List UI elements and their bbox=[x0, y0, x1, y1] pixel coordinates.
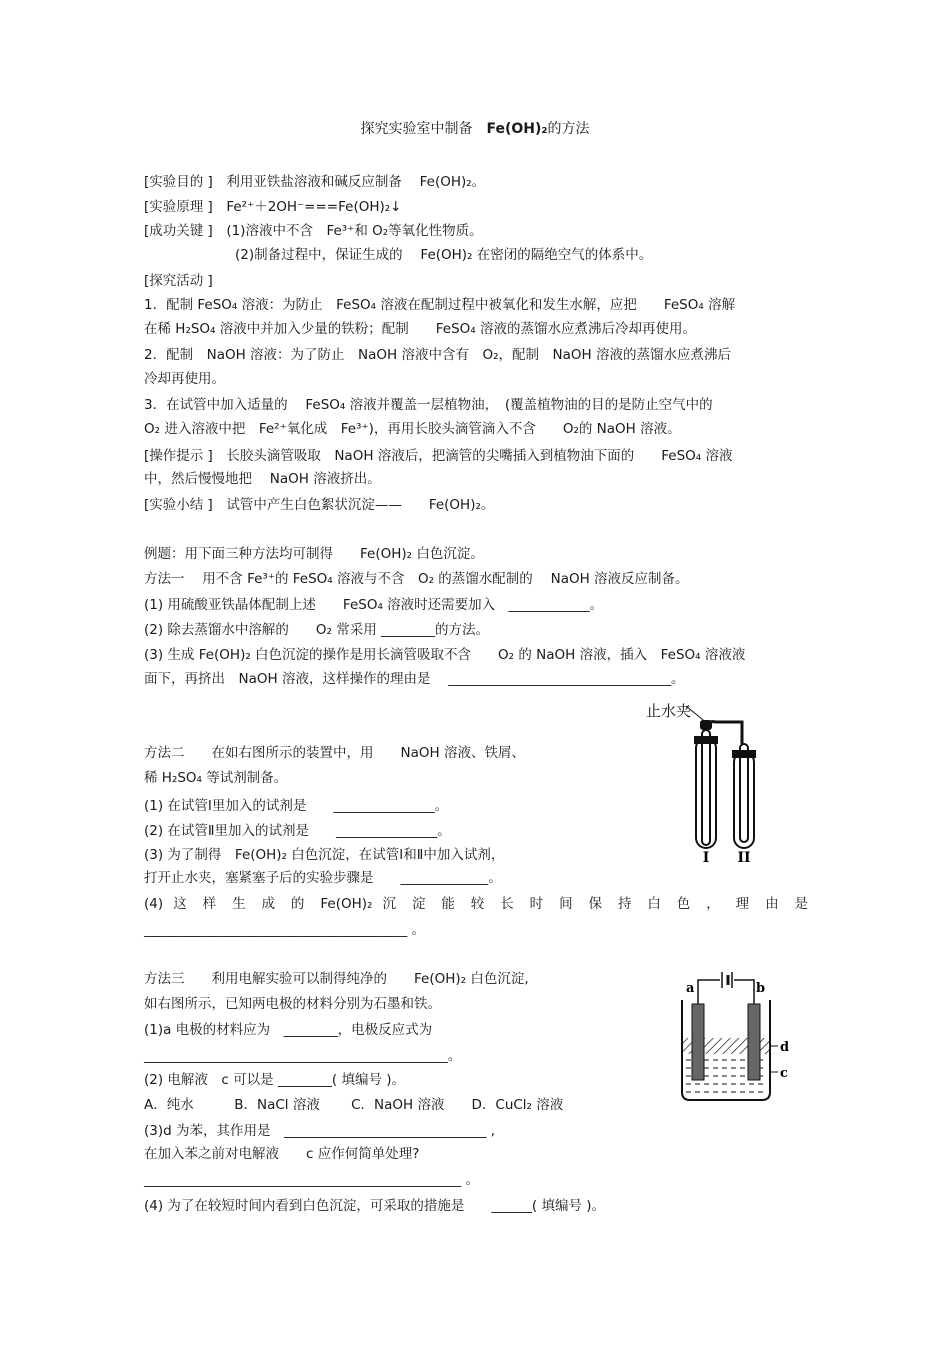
electrolysis-beaker-figure bbox=[672, 960, 802, 1110]
activity-2-line-2: 冷却再使用。 bbox=[144, 371, 225, 387]
activity-1-line-1: 1．配制 FeSO₄ 溶液：为防止 FeSO₄ 溶液在配制过程中被氧化和发生水解，应把 FeSO₄ 溶解 bbox=[144, 297, 736, 313]
activity-heading: [探究活动 ] bbox=[144, 273, 213, 289]
experiment-purpose: [实验目的 ] 利用亚铁盐溶液和碱反应制备 Fe(OH)₂。 bbox=[144, 174, 486, 190]
method-1-q3-line-2: 面下，再挤出 NaOH 溶液，这样操作的理由是 _________________________________。 bbox=[144, 671, 685, 687]
success-key-1: [成功关键 ] (1)溶液中不含 Fe³⁺和 O₂等氧化性物质。 bbox=[144, 223, 483, 239]
layer-d-label: d bbox=[780, 1040, 790, 1055]
tube-2-label: II bbox=[737, 850, 751, 866]
method-3-q1-line-1: (1)a 电极的材料应为 ________，电极反应式为 bbox=[144, 1022, 433, 1038]
water-clamp bbox=[700, 720, 712, 730]
electrode-a bbox=[692, 1004, 704, 1080]
method-1-q3-line-1: (3) 生成 Fe(OH)₂ 白色沉淀的操作是用长滴管吸取不含 O₂ 的 NaOH 溶液，插入 FeSO₄ 溶液液 bbox=[144, 647, 746, 663]
method-1-q1: (1) 用硫酸亚铁晶体配制上述 FeSO₄ 溶液时还需要加入 ____________。 bbox=[144, 597, 604, 613]
method-2-q4-line-1: (4) 这 样 生 成 的 Fe(OH)₂ 沉 淀 能 较 长 时 间 保 持 白 色 ， 理 由 是 bbox=[144, 896, 808, 912]
method-2-q1: (1) 在试管Ⅰ里加入的试剂是 _______________。 bbox=[144, 798, 449, 814]
method-2-q3-line-1: (3) 为了制得 Fe(OH)₂ 白色沉淀，在试管Ⅰ和Ⅱ中加入试剂， bbox=[144, 847, 505, 863]
activity-1-line-2: 在稀 H₂SO₄ 溶液中并加入少量的铁粉；配制 FeSO₄ 溶液的蒸馏水应煮沸后冷却再使用。 bbox=[144, 321, 696, 337]
activity-3-line-1: 3．在试管中加入适量的 FeSO₄ 溶液并覆盖一层植物油， (覆盖植物油的目的是防止空气中的 bbox=[144, 397, 713, 413]
method-1-heading: 方法一 用不含 Fe³⁺的 FeSO₄ 溶液与不含 O₂ 的蒸馏水配制的 NaOH 溶液反应制备。 bbox=[144, 571, 689, 587]
test-tube-2 bbox=[734, 752, 754, 848]
tube-1-inner-pipe bbox=[702, 730, 710, 845]
electrode-b-label: b bbox=[756, 981, 766, 996]
electrode-a-label: a bbox=[686, 981, 695, 996]
solution-c-label: c bbox=[780, 1066, 788, 1081]
electrode-b bbox=[748, 1004, 760, 1080]
method-3-q3-line-1: (3)d 为苯，其作用是 ______________________________ , bbox=[144, 1123, 496, 1139]
success-key-2: (2)制备过程中，保证生成的 Fe(OH)₂ 在密闭的隔绝空气的体系中。 bbox=[235, 247, 653, 263]
method-2-q3-line-2: 打开止水夹，塞紧塞子后的实验步骤是 _____________。 bbox=[144, 870, 502, 886]
clamp-label: 止水夹 bbox=[646, 702, 692, 720]
operation-tip-line-1: [操作提示 ] 长胶头滴管吸取 NaOH 溶液后，把滴管的尖嘴插入到植物油下面的 FeSO₄ 溶液 bbox=[144, 448, 733, 464]
stopper-1 bbox=[694, 736, 718, 744]
method-2-heading: 方法二 在如右图所示的装置中，用 NaOH 溶液、铁屑、 bbox=[144, 745, 525, 761]
tube-1-label: I bbox=[702, 850, 710, 866]
method-3-q1-line-2: _____________________________________________。 bbox=[144, 1048, 462, 1064]
method-2-q2: (2) 在试管Ⅱ里加入的试剂是 _______________。 bbox=[144, 823, 451, 839]
test-tube-1 bbox=[696, 738, 716, 848]
method-3-heading: 方法三 利用电解实验可以制得纯净的 Fe(OH)₂ 白色沉淀, bbox=[144, 971, 529, 987]
method-1-q2: (2) 除去蒸馏水中溶解的 O₂ 常采用 ________的方法。 bbox=[144, 622, 490, 638]
operation-tip-line-2: 中，然后慢慢地把 NaOH 溶液挤出。 bbox=[144, 471, 381, 487]
example-intro: 例题：用下面三种方法均可制得 Fe(OH)₂ 白色沉淀。 bbox=[144, 546, 484, 562]
method-3-q2-options: A．纯水 B．NaCl 溶液 C．NaOH 溶液 D．CuCl₂ 溶液 bbox=[144, 1097, 564, 1113]
experiment-summary: [实验小结 ] 试管中产生白色絮状沉淀—— Fe(OH)₂。 bbox=[144, 497, 495, 513]
method-2-heading-cont: 稀 H₂SO₄ 等试剂制备。 bbox=[144, 770, 288, 786]
activity-3-line-2: O₂ 进入溶液中把 Fe²⁺氧化成 Fe³⁺)，再用长胶头滴管滴入不含 O₂的 NaOH 溶液。 bbox=[144, 421, 681, 437]
method-3-q2: (2) 电解液 c 可以是 ________( 填编号 )。 bbox=[144, 1072, 406, 1088]
tube-2-inner-pipe bbox=[740, 744, 748, 842]
method-3-q3-line-3: _______________________________________________ 。 bbox=[144, 1172, 480, 1188]
method-3-q3-line-2: 在加入苯之前对电解液 c 应作何简单处理? bbox=[144, 1146, 420, 1162]
page-title: 探究实验室中制备 Fe(OH)₂的方法 bbox=[360, 121, 590, 137]
method-3-q4: (4) 为了在较短时间内看到白色沉淀，可采取的措施是 ______( 填编号 )。 bbox=[144, 1198, 606, 1214]
method-3-heading-cont: 如右图所示，已知两电极的材料分别为石墨和铁。 bbox=[144, 996, 441, 1012]
method-2-q4-line-2: _______________________________________ 。 bbox=[144, 922, 426, 938]
stopper-2 bbox=[732, 750, 756, 758]
activity-2-line-1: 2．配制 NaOH 溶液：为了防止 NaOH 溶液中含有 O₂，配制 NaOH 溶液的蒸馏水应煮沸后 bbox=[144, 347, 731, 363]
two-test-tubes-figure bbox=[636, 700, 786, 870]
experiment-principle: [实验原理 ] Fe²⁺＋2OH⁻===Fe(OH)₂↓ bbox=[144, 199, 402, 215]
